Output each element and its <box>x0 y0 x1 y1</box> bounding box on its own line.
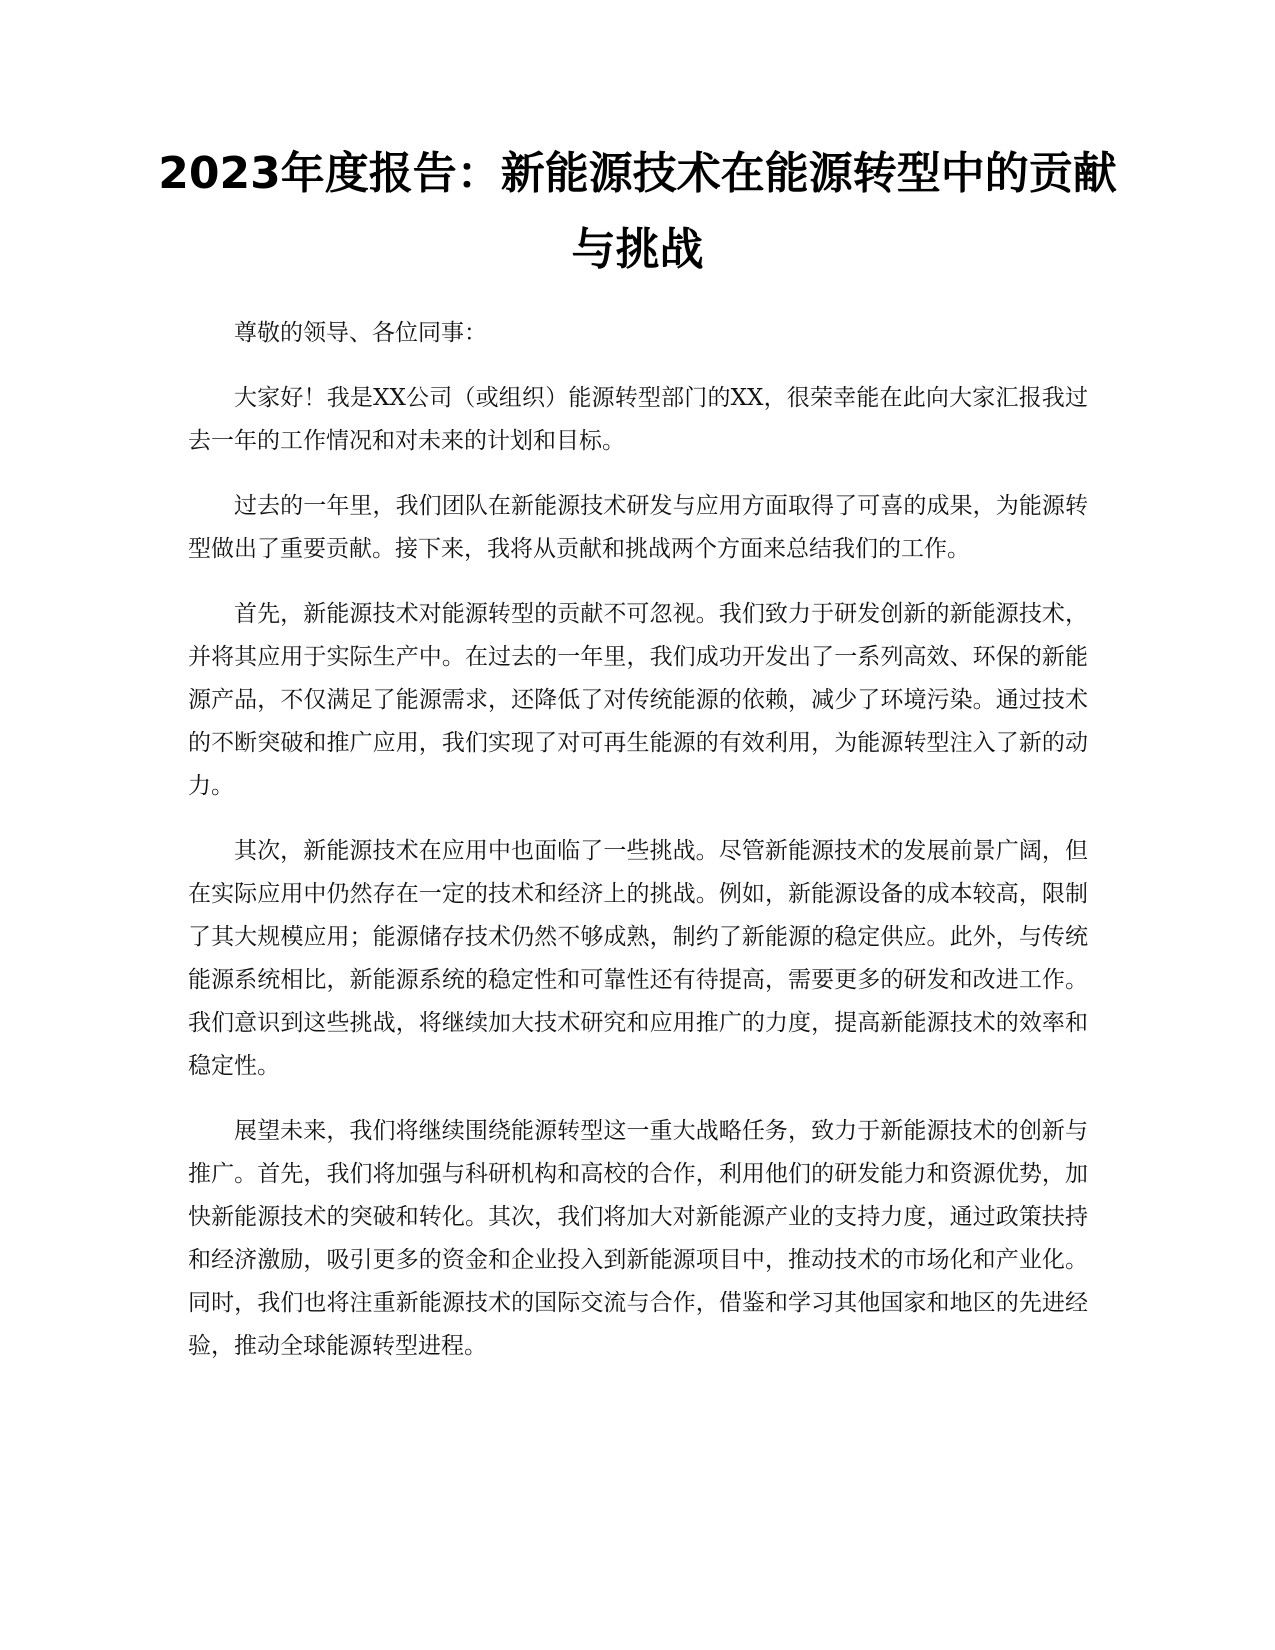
outlook-paragraph: 展望未来，我们将继续围绕能源转型这一重大战略任务，致力于新能源技术的创新与推广。首先，我们将加强与科研机构和高校的合作，利用他们的研发能力和资源优势，加快新能源技术的突破和转化。其次，我们将加大对新能源产业的支持力度，通过政策扶持和经济激励，吸引更多的资金和企业投入到新能源项目中，推动技术的市场化和产业化。同时，我们也将注重新能源技术的国际交流与合作，借鉴和学习其他国家和地区的先进经验，推动全球能源转型进程。 <box>188 1118 1088 1359</box>
challenge-paragraph: 其次，新能源技术在应用中也面临了一些挑战。尽管新能源技术的发展前景广阔，但在实际应用中仍然存在一定的技术和经济上的挑战。例如，新能源设备的成本较高，限制了其大规模应用；能源储存技术仍然不够成熟，制约了新能源的稳定供应。此外，与传统能源系统相比，新能源系统的稳定性和可靠性还有待提高，需要更多的研发和改进工作。我们意识到这些挑战，将继续加大技术研究和应用推广的力度，提高新能源技术的效率和稳定性。 <box>188 838 1088 1079</box>
intro-paragraph: 大家好！我是XX公司（或组织）能源转型部门的XX，很荣幸能在此向大家汇报我过去一年的工作情况和对未来的计划和目标。 <box>188 385 1088 454</box>
document-title: 2023年度报告：新能源技术在能源转型中的贡献与挑战 <box>158 148 1117 275</box>
contribution-paragraph: 首先，新能源技术对能源转型的贡献不可忽视。我们致力于研发创新的新能源技术，并将其应用于实际生产中。在过去的一年里，我们成功开发出了一系列高效、环保的新能源产品，不仅满足了能源需求，还降低了对传统能源的依赖，减少了环境污染。通过技术的不断突破和推广应用，我们实现了对可再生能源的有效利用，为能源转型注入了新的动力。 <box>188 601 1088 799</box>
document-body <box>188 312 1088 1390</box>
salutation-paragraph: 尊敬的领导、各位同事： <box>234 320 487 346</box>
overview-paragraph: 过去的一年里，我们团队在新能源技术研发与应用方面取得了可喜的成果，为能源转型做出了重要贡献。接下来，我将从贡献和挑战两个方面来总结我们的工作。 <box>188 493 1088 562</box>
